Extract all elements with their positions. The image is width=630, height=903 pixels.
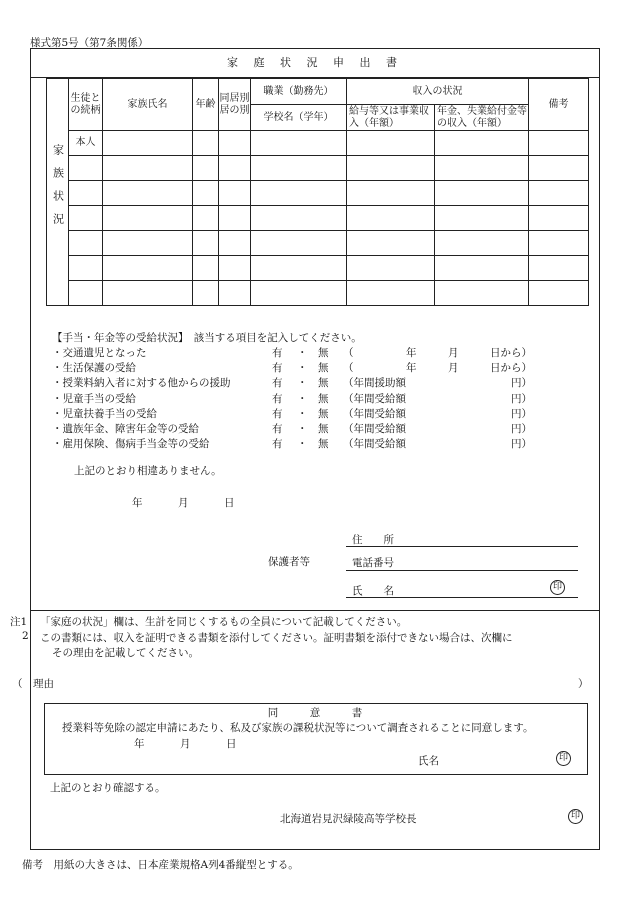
- benefit-yes-option[interactable]: 有: [272, 423, 283, 435]
- address-line[interactable]: [346, 546, 578, 547]
- benefit-detail[interactable]: （年間受給額 円）: [343, 407, 532, 420]
- cell-pension[interactable]: [435, 256, 529, 281]
- benefit-yes-option[interactable]: 有: [272, 438, 283, 451]
- benefit-label: ・授業料納入者に対する他からの援助: [52, 377, 231, 390]
- reason-input[interactable]: [130, 672, 570, 690]
- note-1: 「家庭の状況」欄は、生計を同じくするもの全員について記載してください。: [40, 616, 408, 628]
- header-income: 収入の状況: [347, 79, 529, 105]
- cell-pension[interactable]: [435, 156, 529, 181]
- header-pension: 年金、失業給付金等の収入（年額）: [435, 105, 529, 131]
- benefit-label: ・生活保護の受給: [52, 362, 136, 375]
- cell-cohabit[interactable]: [219, 231, 251, 256]
- cell-age[interactable]: [193, 231, 219, 256]
- consent-seal-icon: 印: [556, 751, 571, 766]
- note-1-prefix: 注1: [10, 616, 28, 628]
- benefit-separator: ・: [297, 377, 308, 390]
- family-row: [47, 256, 589, 281]
- cell-salary[interactable]: [347, 256, 435, 281]
- cell-remarks[interactable]: [529, 231, 589, 256]
- note-2-prefix: 2: [22, 630, 29, 642]
- cell-age[interactable]: [193, 156, 219, 181]
- declaration-date[interactable]: 年 月 日: [132, 497, 236, 509]
- guardian-seal-icon: 印: [550, 580, 565, 595]
- cell-relation[interactable]: [69, 281, 103, 306]
- benefit-label: ・交通遺児となった: [52, 347, 147, 359]
- declaration: 上記のとおり相違ありません。: [74, 465, 222, 477]
- guardian-label: 保護者等: [268, 556, 310, 568]
- cell-job[interactable]: [251, 231, 347, 256]
- benefit-separator: ・: [297, 438, 308, 451]
- cell-cohabit[interactable]: [219, 181, 251, 206]
- cell-cohabit[interactable]: [219, 281, 251, 306]
- cell-relation[interactable]: [69, 231, 103, 256]
- benefits-heading: 【手当・年金等の受給状況】 該当する項目を記入してください。: [52, 332, 362, 344]
- cell-job[interactable]: [251, 156, 347, 181]
- family-row: [47, 281, 589, 306]
- form-id: 様式第5号（第7条関係）: [30, 37, 149, 49]
- cell-remarks[interactable]: [529, 181, 589, 206]
- cell-salary[interactable]: [347, 281, 435, 306]
- benefit-detail[interactable]: （年間受給額 円）: [343, 423, 532, 435]
- cell-job[interactable]: [251, 131, 347, 156]
- header-school: 学校名（学年）: [251, 105, 347, 131]
- cell-job[interactable]: [251, 256, 347, 281]
- cell-pension[interactable]: [435, 281, 529, 306]
- note-2: この書類には、収入を証明できる書類を添付してください。証明書類を添付できない場合は、次欄に: [40, 632, 513, 644]
- form-title: 家 庭 状 況 申 出 書: [30, 48, 600, 78]
- notes-divider: [30, 610, 600, 611]
- family-row: [47, 181, 589, 206]
- cell-salary[interactable]: [347, 231, 435, 256]
- header-job: 職業（勤務先）: [251, 79, 347, 105]
- guardian-name-label: 氏 名: [352, 585, 394, 597]
- cell-cohabit[interactable]: [219, 131, 251, 156]
- cell-relation[interactable]: [69, 206, 103, 231]
- benefit-no-option[interactable]: 無: [318, 392, 329, 405]
- benefit-no-option[interactable]: 無: [318, 423, 329, 435]
- benefit-detail[interactable]: （ 年 月 日から）: [343, 347, 532, 359]
- benefit-separator: ・: [297, 362, 308, 375]
- family-row: [47, 231, 589, 256]
- cell-remarks[interactable]: [529, 281, 589, 306]
- cell-relation[interactable]: [69, 181, 103, 206]
- benefit-no-option[interactable]: 無: [318, 407, 329, 420]
- benefit-label: ・雇用保険、傷病手当金等の受給: [52, 438, 210, 451]
- cell-name[interactable]: [103, 156, 193, 181]
- benefit-no-option[interactable]: 無: [318, 347, 329, 359]
- cell-age[interactable]: [193, 281, 219, 306]
- benefit-separator: ・: [297, 392, 308, 405]
- benefit-no-option[interactable]: 無: [318, 438, 329, 451]
- cell-name[interactable]: [103, 131, 193, 156]
- benefit-yes-option[interactable]: 有: [272, 407, 283, 420]
- cell-remarks[interactable]: [529, 156, 589, 181]
- cell-name[interactable]: [103, 256, 193, 281]
- benefit-detail[interactable]: （年間受給額 円）: [343, 392, 532, 405]
- cell-name[interactable]: [103, 181, 193, 206]
- benefit-yes-option[interactable]: 有: [272, 377, 283, 390]
- reason-close: ）: [578, 678, 589, 690]
- cell-pension[interactable]: [435, 181, 529, 206]
- footer-remark: 備考 用紙の大きさは、日本産業規格A列4番縦型とする。: [22, 859, 299, 871]
- cell-salary[interactable]: [347, 181, 435, 206]
- cell-cohabit[interactable]: [219, 156, 251, 181]
- benefit-detail[interactable]: （ 年 月 日から）: [343, 362, 532, 375]
- cell-age[interactable]: [193, 206, 219, 231]
- reason-label: （ 理由: [12, 678, 54, 690]
- cell-salary[interactable]: [347, 156, 435, 181]
- cell-age[interactable]: [193, 131, 219, 156]
- guardian-address-label: 住 所: [352, 534, 394, 546]
- cell-cohabit[interactable]: [219, 256, 251, 281]
- header-remarks: 備考: [529, 79, 589, 131]
- cell-job[interactable]: [251, 206, 347, 231]
- family-table: [46, 78, 589, 306]
- benefit-yes-option[interactable]: 有: [272, 362, 283, 375]
- benefit-separator: ・: [297, 423, 308, 435]
- cell-age[interactable]: [193, 256, 219, 281]
- benefit-yes-option[interactable]: 有: [272, 392, 283, 405]
- benefit-separator: ・: [297, 407, 308, 420]
- cell-name[interactable]: [103, 231, 193, 256]
- benefit-detail[interactable]: （年間受給額 円）: [343, 438, 532, 451]
- benefit-separator: ・: [297, 347, 308, 359]
- cell-salary[interactable]: [347, 206, 435, 231]
- consent-date[interactable]: 年 月 日: [134, 738, 238, 750]
- cell-pension[interactable]: [435, 131, 529, 156]
- cell-job[interactable]: [251, 181, 347, 206]
- cell-pension[interactable]: [435, 206, 529, 231]
- header-relation: 生徒との続柄: [69, 79, 103, 131]
- principal: 北海道岩見沢緑陵高等学校長: [280, 813, 417, 825]
- cell-cohabit[interactable]: [219, 206, 251, 231]
- consent-body: 授業料等免除の認定申請にあたり、私及び家族の課税状況等について調査されることに同意します。: [62, 722, 534, 734]
- cell-relation[interactable]: 本人: [69, 131, 103, 156]
- note-2-cont: その理由を記載してください。: [52, 647, 199, 659]
- cell-relation[interactable]: [69, 156, 103, 181]
- benefit-label: ・児童手当の受給: [52, 392, 136, 405]
- cell-name[interactable]: [103, 281, 193, 306]
- cell-age[interactable]: [193, 181, 219, 206]
- cell-remarks[interactable]: [529, 256, 589, 281]
- benefit-yes-option[interactable]: 有: [272, 347, 283, 359]
- benefit-no-option[interactable]: 無: [318, 377, 329, 390]
- header-cohabit: 同居別居の別: [219, 79, 251, 131]
- name-line[interactable]: [346, 597, 578, 598]
- consent-title: 同 意 書: [267, 707, 363, 719]
- cell-remarks[interactable]: [529, 131, 589, 156]
- cell-relation[interactable]: [69, 256, 103, 281]
- confirm-text: 上記のとおり確認する。: [50, 782, 166, 794]
- family-row: [47, 156, 589, 181]
- cell-name[interactable]: [103, 206, 193, 231]
- header-age: 年齢: [193, 79, 219, 131]
- principal-seal-icon: 印: [568, 809, 583, 824]
- header-salary: 給与等又は事業収入（年額）: [347, 105, 435, 131]
- family-row: [47, 131, 589, 156]
- family-row: [47, 206, 589, 231]
- cell-remarks[interactable]: [529, 206, 589, 231]
- guardian-phone-label: 電話番号: [352, 557, 394, 569]
- benefit-detail[interactable]: （年間援助額 円）: [343, 377, 532, 390]
- cell-salary[interactable]: [347, 131, 435, 156]
- phone-line[interactable]: [346, 570, 578, 571]
- benefit-label: ・遺族年金、障害年金等の受給: [52, 423, 199, 435]
- family-section-label: 家族状況: [47, 79, 69, 306]
- cell-job[interactable]: [251, 281, 347, 306]
- benefit-label: ・児童扶養手当の受給: [52, 407, 157, 420]
- cell-pension[interactable]: [435, 231, 529, 256]
- consent-name-label: 氏名: [418, 755, 439, 767]
- benefit-no-option[interactable]: 無: [318, 362, 329, 375]
- header-name: 家族氏名: [103, 79, 193, 131]
